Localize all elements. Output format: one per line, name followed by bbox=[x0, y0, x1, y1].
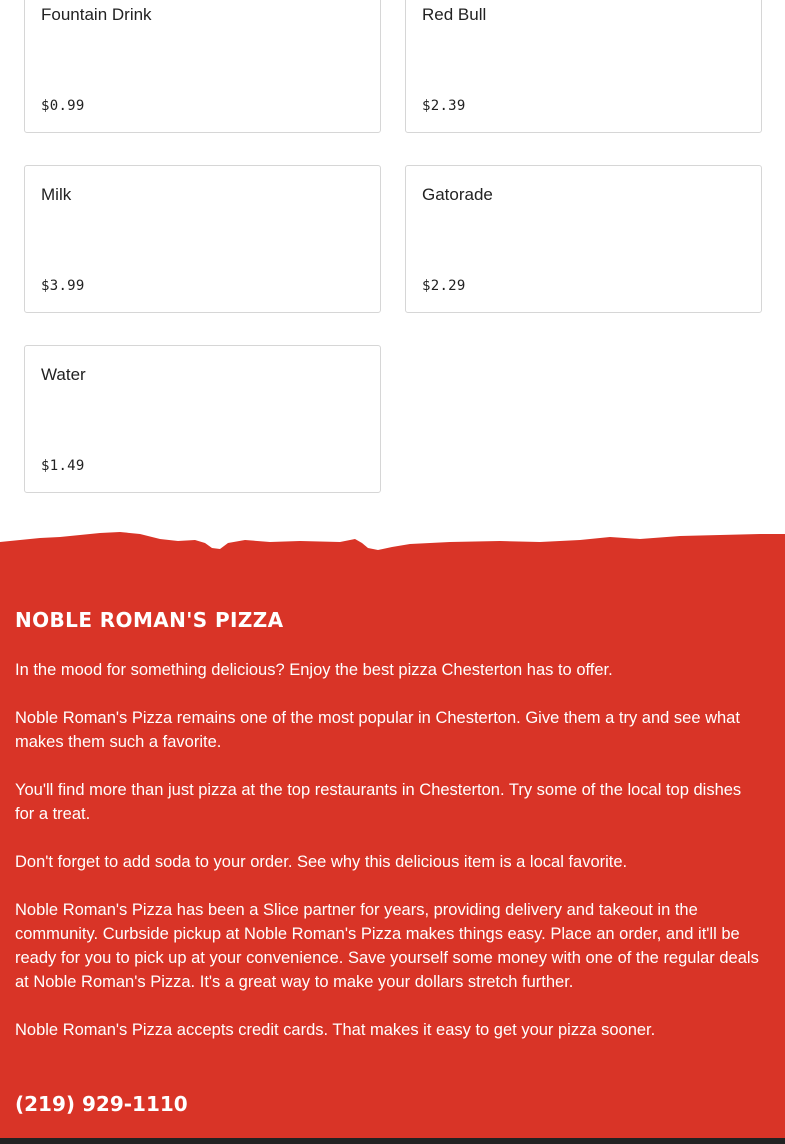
description-paragraph: In the mood for something delicious? Enjoy the best pizza Chesterton has to offer. bbox=[15, 661, 613, 679]
restaurant-title: NOBLE ROMAN'S PIZZA bbox=[15, 608, 284, 632]
menu-item-name: Milk bbox=[41, 185, 72, 204]
menu-item-card[interactable] bbox=[405, 0, 762, 133]
description-paragraph: Noble Roman's Pizza remains one of the most popular in Chesterton. Give them a try and see what makes them such a favorite. bbox=[15, 709, 740, 751]
menu-item-price: $1.49 bbox=[41, 458, 85, 474]
menu-items-grid bbox=[0, 0, 785, 530]
menu-item-price: $3.99 bbox=[41, 278, 85, 294]
menu-item-price: $2.39 bbox=[422, 98, 466, 114]
menu-item-card[interactable] bbox=[24, 345, 381, 493]
menu-item-name: Gatorade bbox=[422, 185, 493, 204]
menu-item-price: $0.99 bbox=[41, 98, 85, 114]
description-paragraph: Noble Roman's Pizza has been a Slice partner for years, providing delivery and takeout in the community. Curbside pickup at Noble Roman's Pizza makes things easy. Place an order, and it'll be ready for you to pick up at your convenience. Save yourself some money with one of the regular deals at Noble Roman's Pizza. It's a great way to make your dollars stretch further. bbox=[15, 901, 759, 991]
menu-item-card[interactable] bbox=[24, 0, 381, 133]
description-paragraph: Don't forget to add soda to your order. See why this delicious item is a local favorite. bbox=[15, 853, 628, 871]
menu-item-price: $2.29 bbox=[422, 278, 466, 294]
bottom-bar bbox=[0, 1138, 785, 1144]
description-paragraph: Noble Roman's Pizza accepts credit cards. That makes it easy to get your pizza sooner. bbox=[15, 1021, 656, 1039]
restaurant-info-footer bbox=[0, 530, 785, 1144]
menu-item-card[interactable] bbox=[24, 165, 381, 313]
menu-item-name: Red Bull bbox=[422, 5, 487, 24]
description-paragraph: You'll find more than just pizza at the top restaurants in Chesterton. Try some of the local top dishes for a treat. bbox=[15, 781, 742, 823]
restaurant-description bbox=[15, 658, 765, 1066]
phone-link[interactable]: (219) 929-1110 bbox=[15, 1092, 188, 1116]
menu-item-card[interactable] bbox=[405, 165, 762, 313]
menu-item-name: Fountain Drink bbox=[41, 5, 152, 24]
menu-item-name: Water bbox=[41, 365, 86, 384]
